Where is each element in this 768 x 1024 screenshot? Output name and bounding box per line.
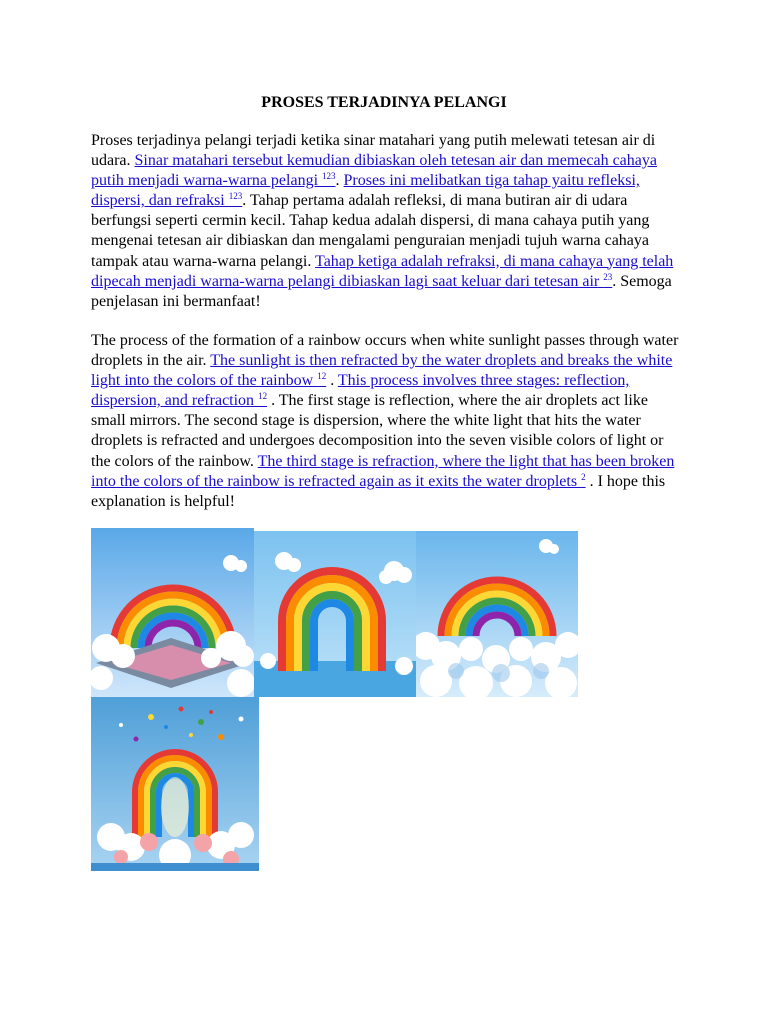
text-span: . Semoga penjelasan ini bermanfaat! [91,272,672,310]
citation-ref: 2 [581,471,586,482]
rainbow-clouds-image [91,528,254,697]
paragraph-indonesian [91,131,681,312]
rainbow-confetti-image [91,697,259,871]
text-span: . [335,172,344,190]
text-span: Proses terjadinya pelangi terjadi ketika sinar matahari yang putih melewati tetesan air di udara. [91,132,656,170]
text-span: . The first stage is reflection, where the air droplets act like small mirrors. The second stage is dispersion, where the white light that hits the water droplets is refracted and undergoes decomposition into the seven visible colors of light or the colors of the rainbow. [91,392,664,470]
citation-link-3[interactable]: Tahap ketiga adalah refraksi, di mana cahaya yang telah dipecah menjadi warna-warna pelangi dibiaskan lagi saat keluar dari tetesan air $^{23}$ [91,252,674,290]
text-span: . Tahap pertama adalah refleksi, di mana butiran air di udara berfungsi seperti cermin kecil. Tahap kedua adalah dispersi, di mana cahaya putih yang mengenai tetesan air dibiaskan dan mengalami penguraian menjadi tujuh warna cahaya tampak atau warna-warna pelangi. [91,192,650,270]
citation-ref: 12 [317,371,327,382]
paragraph-english [91,331,681,512]
citation-link-2[interactable]: Proses ini melibatkan tiga tahap yaitu refleksi, dispersi, dan refraksi $^{123}$ [91,172,640,210]
citation-ref: 123 [228,191,243,202]
citation-link-4[interactable]: The sunlight is then refracted by the water droplets and breaks the white light into the colors of the rainbow $^{12}$ [91,352,673,390]
citation-link-6[interactable]: The third stage is refraction, where the light that has been broken into the colors of the rainbow is refracted again as it exits the water droplets $^2$ [91,452,675,490]
citation-ref: 12 [258,391,268,402]
document-title: PROSES TERJADINYA PELANGI [261,94,507,111]
citation-link-5[interactable]: This process involves three stages: reflection, dispersion, and refraction $^{12}$ [91,372,630,410]
text-span: . [326,372,338,390]
rainbow-arch-image [254,531,416,697]
text-span: The process of the formation of a rainbow occurs when white sunlight passes through water droplets in the air. [91,332,679,370]
text-span: . I hope this explanation is helpful! [91,472,666,510]
citation-link-1[interactable]: Sinar matahari tersebut kemudian dibiaskan oleh tetesan air dan memecah cahaya putih menjadi warna-warna pelangi $^{123}$ [91,152,657,190]
citation-ref: 123 [322,171,336,182]
rainbow-cloud-sea-image [416,531,578,697]
citation-ref: 23 [603,271,613,282]
